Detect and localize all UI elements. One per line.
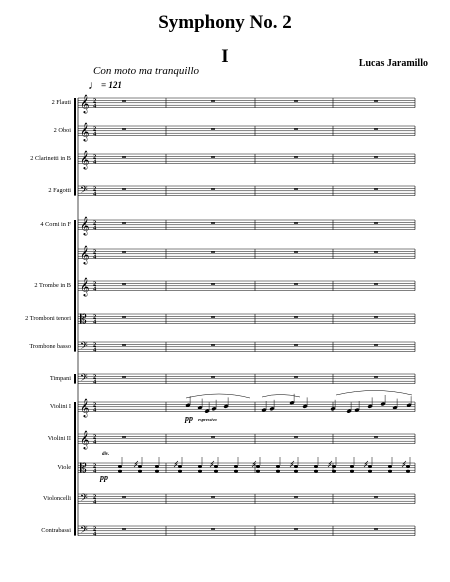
whole-rest [211, 156, 215, 157]
whole-rest [122, 528, 126, 529]
instrument-label: 2 Trombe in B [34, 281, 71, 289]
chord-note [214, 465, 218, 468]
chord-note [388, 465, 392, 468]
chord-note [155, 470, 159, 473]
whole-rest [122, 436, 126, 437]
whole-rest [122, 128, 126, 129]
instrument-label: 2 Flauti [51, 98, 71, 106]
whole-rest [374, 283, 378, 284]
time-signature-top: 2 [93, 219, 97, 227]
staff-systems [78, 98, 415, 536]
whole-rest [374, 528, 378, 529]
chord-note [256, 465, 260, 468]
chord-note [118, 470, 122, 473]
time-signature-bottom: 4 [93, 285, 97, 293]
chord-note [214, 470, 218, 473]
chord-note [155, 465, 159, 468]
whole-rest [374, 128, 378, 129]
whole-rest [122, 222, 126, 223]
eighth-rest [252, 461, 256, 467]
instrument-label: 2 Clarinetti in B [30, 154, 71, 162]
time-signature-top: 2 [93, 401, 97, 409]
whole-rest [374, 496, 378, 497]
chord-note [368, 465, 372, 468]
whole-rest [211, 251, 215, 252]
treble-clef-icon: 𝄞 [80, 93, 90, 113]
divisi-marking: div. [102, 452, 110, 457]
composer-name: Lucas Jaramillo [358, 58, 428, 69]
time-signature-top: 2 [93, 493, 97, 501]
chord-note [350, 470, 354, 473]
chord-note [314, 465, 318, 468]
time-signature-top: 2 [93, 313, 97, 321]
slur [336, 391, 412, 396]
instrument-label: Violoncelli [43, 494, 71, 502]
chord-note [198, 465, 202, 468]
whole-rest [211, 283, 215, 284]
time-signature-bottom: 4 [93, 253, 97, 261]
chord-note [332, 465, 336, 468]
whole-rest [374, 222, 378, 223]
section-bracket [74, 98, 76, 196]
time-signature-bottom: 4 [93, 190, 97, 198]
whole-rest [211, 100, 215, 101]
time-signature-bottom: 4 [93, 318, 97, 326]
time-signature-top: 2 [93, 153, 97, 161]
chord-note [138, 465, 142, 468]
time-signature-top: 2 [93, 280, 97, 288]
chord-note [276, 470, 280, 473]
bass-clef-icon: 𝄢 [80, 339, 88, 354]
whole-rest [211, 436, 215, 437]
time-signature-top: 2 [93, 97, 97, 105]
time-signature-top: 2 [93, 185, 97, 193]
eighth-rest [290, 461, 294, 467]
chord-note [368, 470, 372, 473]
section-bracket [74, 220, 76, 352]
instrument-label: 2 Tromboni tenori [25, 314, 71, 322]
whole-rest [374, 188, 378, 189]
chord-note [234, 470, 238, 473]
chord-note [406, 465, 410, 468]
chord-note [198, 470, 202, 473]
alto-clef-icon: 𝄡 [80, 311, 87, 326]
instrument-label: 2 Fagotti [48, 186, 71, 194]
dynamic-pp: pp [185, 414, 193, 423]
treble-clef-icon: 𝄞 [80, 215, 90, 235]
instrument-label: Violini II [47, 434, 71, 442]
whole-rest [374, 100, 378, 101]
timpani-bracket [74, 374, 76, 384]
eighth-rest [210, 461, 214, 467]
whole-rest [374, 251, 378, 252]
treble-clef-icon: 𝄞 [80, 397, 90, 417]
whole-rest [294, 222, 298, 223]
whole-rest [211, 528, 215, 529]
time-signature-bottom: 4 [93, 158, 97, 166]
whole-rest [374, 344, 378, 345]
instrument-label: 2 Oboi [53, 126, 71, 134]
whole-rest [122, 283, 126, 284]
time-signature-top: 2 [93, 125, 97, 133]
whole-rest [294, 496, 298, 497]
chord-note [406, 470, 410, 473]
chord-note [234, 465, 238, 468]
time-signature-bottom: 4 [93, 346, 97, 354]
time-signature-bottom: 4 [93, 130, 97, 138]
whole-rest [122, 100, 126, 101]
chord-note [332, 470, 336, 473]
metronome-note-icon: ♩ [88, 78, 100, 92]
bass-clef-icon: 𝄢 [80, 491, 88, 506]
whole-rest [294, 128, 298, 129]
score-title: Symphony No. 2 [158, 12, 292, 33]
whole-rest [294, 528, 298, 529]
tempo-marking: Con moto ma tranquillo [93, 65, 200, 77]
section-brackets [74, 98, 78, 536]
chord-note [178, 470, 182, 473]
time-signature-top: 2 [93, 248, 97, 256]
chord-note [294, 470, 298, 473]
whole-rest [294, 156, 298, 157]
instrument-label: Trombone basso [29, 342, 71, 350]
whole-rest [294, 344, 298, 345]
eighth-rest [134, 461, 138, 467]
whole-rest [294, 316, 298, 317]
whole-rest [122, 316, 126, 317]
whole-rest [294, 376, 298, 377]
movement-number: I [221, 46, 229, 67]
expression-text: espressivo [198, 417, 217, 422]
whole-rest [211, 496, 215, 497]
treble-clef-icon: 𝄞 [80, 149, 90, 169]
bass-clef-icon: 𝄢 [80, 523, 88, 538]
whole-rest [374, 156, 378, 157]
whole-rest [294, 436, 298, 437]
time-signature-bottom: 4 [93, 467, 97, 475]
whole-rest [294, 188, 298, 189]
time-signature-top: 2 [93, 341, 97, 349]
time-signature-bottom: 4 [93, 498, 97, 506]
eighth-rest [402, 461, 406, 467]
instrument-label: Timpani [49, 374, 71, 382]
treble-clef-icon: 𝄞 [80, 276, 90, 296]
time-signature-top: 2 [93, 373, 97, 381]
eighth-rest [174, 461, 178, 467]
alto-clef-icon: 𝄡 [80, 460, 87, 475]
time-signature-top: 2 [93, 462, 97, 470]
chord-note [138, 470, 142, 473]
chord-note [118, 465, 122, 468]
chord-note [294, 465, 298, 468]
whole-rest [211, 128, 215, 129]
whole-rest [211, 344, 215, 345]
whole-rest [122, 156, 126, 157]
whole-rest [374, 436, 378, 437]
instrument-label: 4 Corni in F [40, 220, 71, 228]
chord-note [256, 470, 260, 473]
whole-rest [294, 251, 298, 252]
eighth-rest [364, 461, 368, 467]
whole-rest [211, 376, 215, 377]
time-signature-top: 2 [93, 433, 97, 441]
clefs [80, 94, 97, 538]
time-signature-bottom: 4 [93, 224, 97, 232]
whole-rest [294, 283, 298, 284]
chord-note [350, 465, 354, 468]
chord-note [178, 465, 182, 468]
whole-rest [374, 376, 378, 377]
metronome-value: = 121 [101, 80, 122, 90]
chord-note [388, 470, 392, 473]
chord-note [276, 465, 280, 468]
whole-rest [122, 251, 126, 252]
whole-rest [211, 188, 215, 189]
slur [186, 394, 250, 398]
chord-note [314, 470, 318, 473]
bass-clef-icon: 𝄢 [80, 183, 88, 198]
instrument-label: Contrabassi [41, 526, 71, 534]
whole-rest [122, 344, 126, 345]
whole-rest [211, 316, 215, 317]
time-signature-bottom: 4 [93, 102, 97, 110]
time-signature-bottom: 4 [93, 438, 97, 446]
instrument-label: Viole [57, 463, 71, 471]
eighth-rest [328, 461, 332, 467]
whole-rest [294, 100, 298, 101]
time-signature-bottom: 4 [93, 378, 97, 386]
whole-rest [374, 316, 378, 317]
whole-rest [122, 496, 126, 497]
bass-clef-icon: 𝄢 [80, 371, 88, 386]
whole-rest [211, 222, 215, 223]
dynamic-pp: pp [100, 473, 108, 482]
time-signature-top: 2 [93, 525, 97, 533]
treble-clef-icon: 𝄞 [80, 244, 90, 264]
whole-rest [122, 188, 126, 189]
section-bracket [74, 402, 76, 536]
treble-clef-icon: 𝄞 [80, 429, 90, 449]
whole-rest [122, 376, 126, 377]
time-signature-bottom: 4 [93, 530, 97, 538]
time-signature-bottom: 4 [93, 406, 97, 414]
instrument-label: Violini I [49, 402, 71, 410]
treble-clef-icon: 𝄞 [80, 121, 90, 141]
